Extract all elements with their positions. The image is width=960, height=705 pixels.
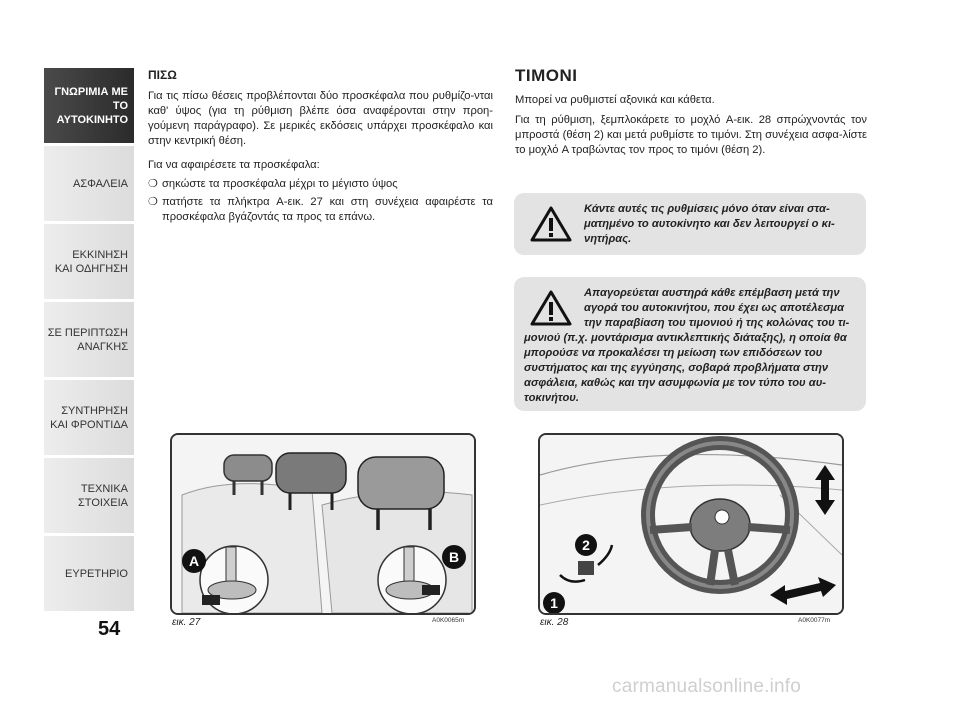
warning-box [514,193,866,255]
tab-label: ΣΕ ΠΕΡΙΠΤΩΣΗ ΑΝΑΓΚΗΣ [47,326,128,353]
list-item-text: σηκώστε τα προσκέφαλα μέχρι το μέγιστο ύψος [162,178,398,190]
bullet-icon: ❍ [148,178,159,190]
figure-28-steering-wheel [538,433,844,615]
figure-27-headrests [170,433,476,615]
paragraph: Για τις πίσω θέσεις προβλέπονται δύο προσκέφαλα που ρυθμίζο-νται καθ' ύψος (για τη ρύθμιση βλέπε όσα αναφέρονται στην προη-γούμενη παράγραφο). Σε μερικές εκδόσεις υπάρχει προσκέφαλο και στην κεντρική θέση. [148,90,493,147]
tab-label: ΓΝΩΡΙΜΙΑ ΜΕ ΤΟ ΑΥΤΟΚΙΝΗΤΟ [54,85,128,126]
steering-wheel-section [515,68,867,167]
figure-caption: εικ. 28 [540,617,569,628]
list-item [148,195,493,225]
rear-headrests-section [148,68,493,228]
list-item-text: πατήστε τα πλήκτρα A-εικ. 27 και στη συνέχεια αφαιρέστε τα προσκέφαλα βγάζοντάς τα προς τα επάνω. [162,196,493,223]
page-number: 54 [98,618,121,640]
warning-text: Κάντε αυτές τις ρυθμίσεις μόνο όταν είναι στα-ματημένο το αυτοκίνητο και δεν λειτουργεί ο κι-νητήρας. [584,203,835,245]
section-title: ΠΙΣΩ [148,68,177,82]
figure-label-1: 1 [550,595,558,611]
tab-emergency[interactable] [44,302,134,377]
warning-triangle-icon [530,290,572,326]
watermark: carmanualsonline.info [612,676,802,697]
figure-label-2: 2 [582,537,590,553]
figure-code: A0K0065m [432,617,465,624]
paragraph: Μπορεί να ρυθμιστεί αξονικά και κάθετα. [515,94,715,106]
tab-safety[interactable] [44,146,134,221]
section-tabs [44,68,134,614]
warning-box [514,277,866,411]
section-title: ΤΙΜΟΝΙ [515,66,578,85]
tab-label: ΤΕΧΝΙΚΑ ΣΤΟΙΧΕΙΑ [78,482,128,509]
paragraph: Για να αφαιρέσετε τα προσκέφαλα: [148,159,320,171]
tab-index[interactable] [44,536,134,611]
warning-text: Απαγορεύεται αυστηρά κάθε επέμβαση μετά την αγορά του αυτοκινήτου, που έχει ως αποτέλεσμα την παραβίαση του τιμονιού ή της κολώνας του τι-μονιού (π.χ. μοντάρισμα αντικλεπτικής διάταξης), η οποία θα μπορούσε να προκαλέσει τη μείωση των επιδόσεων του συστήματος και της εγγύησης, σοβαρά προβλήματα στην ασφάλεια, καθώς και την ασυμφωνία με τον τύπο του αυ-τοκινήτου. [524,287,850,404]
tab-starting-driving[interactable] [44,224,134,299]
steering-wheel-illustration [540,435,842,613]
tab-label: ΕΚΚΙΝΗΣΗ ΚΑΙ ΟΔΗΓΗΣΗ [54,248,128,275]
figure-code: A0K0077m [798,617,831,624]
headrest-illustration [172,435,474,613]
figure-label-a: A [188,553,200,569]
tab-label: ΕΥΡΕΤΗΡΙΟ [65,567,128,580]
paragraph: Για τη ρύθμιση, ξεμπλοκάρετε το μοχλό A-εικ. 28 σπρώχνοντάς τον μπροστά (θέση 2) και μετά ρυθμίστε το τιμόνι. Στη συνέχεια ασφα-λίστε το μοχλό A τραβώντας τον προς το τιμόνι (θέση 2). [515,114,867,156]
bullet-icon: ❍ [148,196,159,208]
tab-label: ΣΥΝΤΗΡΗΣΗ ΚΑΙ ΦΡΟΝΤΙΔΑ [50,404,128,431]
tab-maintenance[interactable] [44,380,134,455]
tab-getting-to-know-car[interactable] [44,68,134,143]
tab-label: ΑΣΦΑΛΕΙΑ [72,177,128,190]
figure-label-b: B [448,549,460,565]
tab-technical-data[interactable] [44,458,134,533]
figure-caption: εικ. 27 [172,617,201,628]
list-item [148,177,493,192]
warning-triangle-icon [530,206,572,242]
